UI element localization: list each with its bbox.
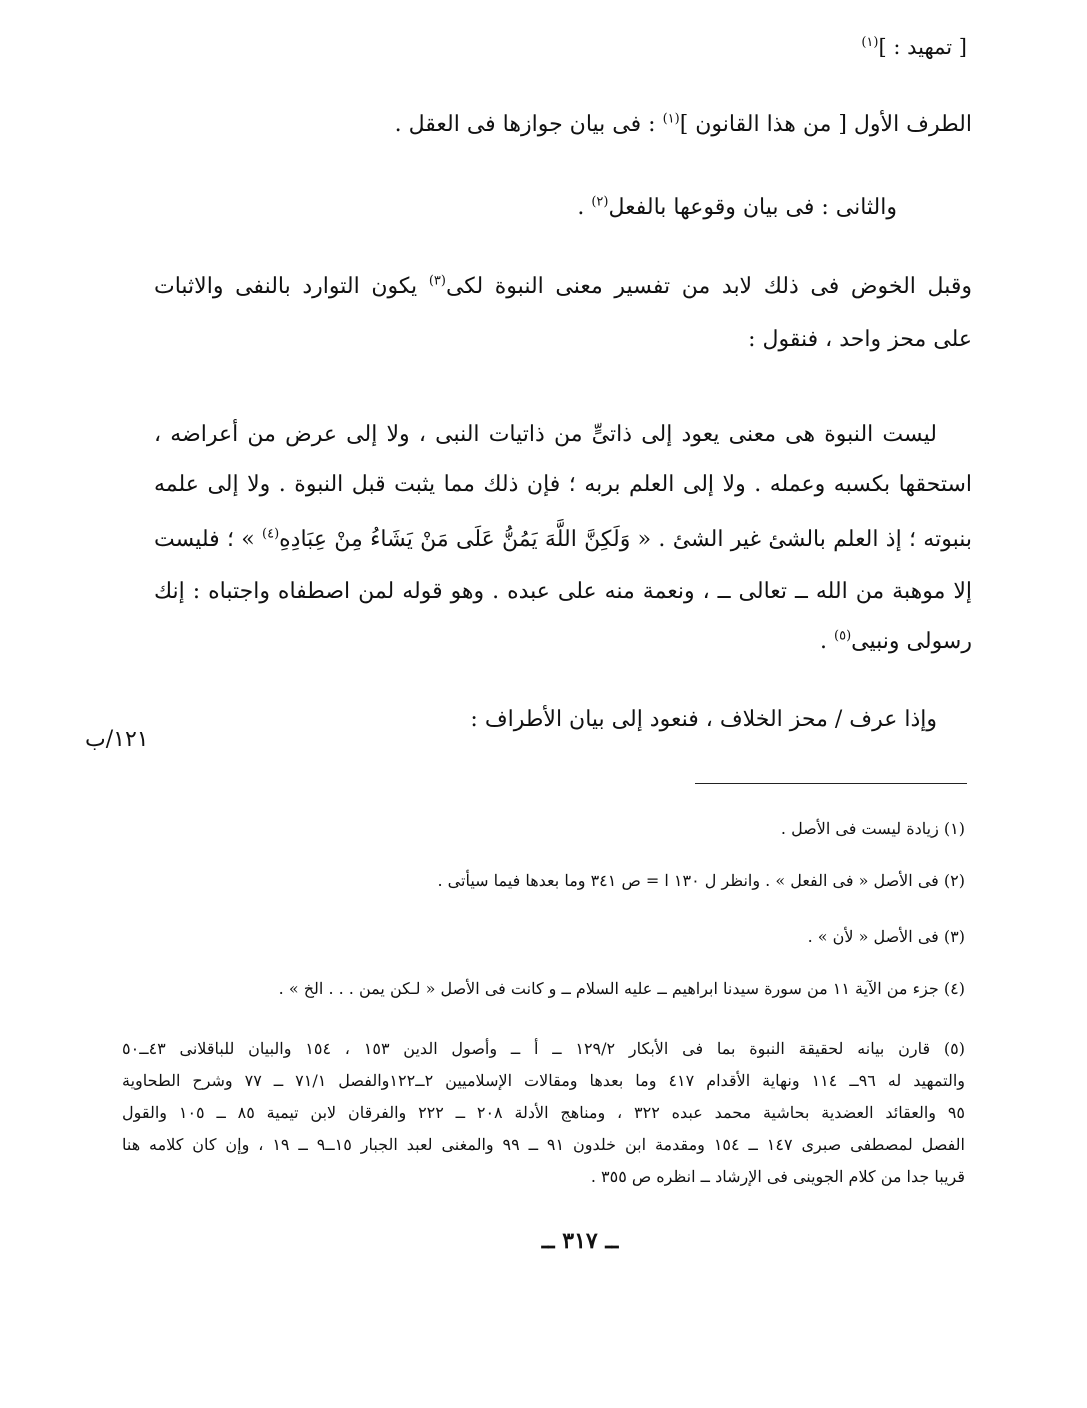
paragraph-2-line-5-a: رسولى ونبيى bbox=[851, 629, 972, 654]
paragraph-2-line-3-b: » ؛ فليست bbox=[154, 527, 263, 552]
footnote-2: (٢) فى الأصل « فى الفعل » . وانظر ل ١٣٠ ا = ص ٣٤١ وما بعدها فيما سيأتى . bbox=[437, 871, 965, 890]
footnote-5-line-4: الفصل لمصطفى صبرى ١٤٧ ــ ١٥٤ ومقدمة ابن خلدون ٩١ ــ ٩٩ والمغنى لعبد الجبار ١٥ــ٩ ــ ١٩ ، وإن كان كلامه هنا bbox=[122, 1135, 966, 1154]
footnote-5-line-1: (٥) قارن بيانه لحقيقة النبوة بما فى الأبكار ١٢٩/٢ ــ أ ــ وأصول الدين ١٥٣ ، ١٥٤ والبيان للباقلانى ٤٣ــ٥٠ bbox=[122, 1039, 966, 1058]
section-heading bbox=[861, 32, 967, 62]
page-number: ــ ٣١٧ ــ bbox=[541, 1228, 619, 1254]
footnote-ref-1: (١) bbox=[861, 35, 879, 50]
paragraph-2-line-5 bbox=[820, 627, 972, 657]
footnote-3: (٣) فى الأصل « لأن » . bbox=[807, 927, 965, 946]
intro-line-1-text: الطرف الأول [ من هذا القانون ] bbox=[679, 112, 972, 137]
paragraph-2-line-5-b: . bbox=[820, 629, 835, 654]
intro-line-2-tail: . bbox=[577, 195, 592, 220]
footnote-ref-5: (٥) bbox=[834, 628, 852, 644]
footnote-5-line-5: قريبا جدا من كلام الجوينى فى الإرشاد ــ انظره ص ٣٥٥ . bbox=[590, 1167, 965, 1186]
paragraph-2-line-3 bbox=[154, 525, 972, 555]
paragraph-2-line-3-a: بنبوته ؛ إذ العلم بالشئ غير الشئ . « وَلَكِنَّ اللَّهَ يَمُنُّ عَلَى مَنْ يَشَاءُ مِنْ عِبَادِهِ bbox=[279, 527, 972, 552]
footnote-divider bbox=[695, 783, 967, 784]
paragraph-1-line-2: على محز واحد ، فنقول : bbox=[748, 327, 972, 352]
intro-line-1-tail: : فى بيان جوازها فى العقل . bbox=[394, 112, 663, 137]
folio-margin-note: ١٢١/ب bbox=[85, 727, 149, 752]
footnote-1: (١) زيادة ليست فى الأصل . bbox=[780, 819, 965, 838]
paragraph-1-line-1 bbox=[154, 272, 972, 302]
footnote-5-line-3: ٩٥ والعقائد العضدية بحاشية محمد عبده ٣٢٢ ، ومناهج الأدلة ٢٠٨ ــ ٢٢٢ والفرقان لابن تيمية ٨٥ ــ ١٠٥ والقول bbox=[122, 1103, 965, 1122]
footnote-5-line-2: والتمهيد له ٩٦ــ ١١٤ ونهاية الأقدام ٤١٧ وما بعدها ومقالات الإسلاميين ٢ــ١٢٢والفصل ٧١/١ ــ ٧٧ وشرح الطحاوية bbox=[122, 1071, 966, 1090]
intro-line-1 bbox=[395, 110, 972, 140]
paragraph-1-line-1-a: وقبل الخوض فى ذلك لابد من تفسير معنى النبوة لكى bbox=[445, 274, 972, 299]
footnote-ref-1b: (١) bbox=[662, 111, 680, 127]
footnote-ref-4: (٤) bbox=[262, 526, 280, 542]
paragraph-3-line-1: وإذا عرف / محز الخلاف ، فنعود إلى بيان الأطراف : bbox=[470, 707, 937, 732]
paragraph-1-line-1-b: يكون التوارد بالنفى والاثبات bbox=[154, 274, 429, 299]
paragraph-2-line-1: ليست النبوة هى معنى يعود إلى ذاتىٍّ من ذاتيات النبى ، ولا إلى عرض من أعراضه ، bbox=[154, 422, 937, 447]
paragraph-2-line-4: إلا موهبة من الله ــ تعالى ــ ، ونعمة منه على عبده . وهو قوله لمن اصطفاه واجتباه : إنك bbox=[154, 579, 972, 604]
footnote-4: (٤) جزء من الآية ١١ من سورة سيدنا ابراهيم ــ عليه السلام ــ و كانت فى الأصل « لـكن يمن . . . الخ » . bbox=[278, 979, 965, 998]
intro-line-2 bbox=[577, 193, 897, 223]
section-heading-text: [ تمهيد : ] bbox=[878, 35, 967, 59]
intro-line-2-text: والثانى : فى بيان وقوعها بالفعل bbox=[608, 195, 897, 220]
footnote-ref-3: (٣) bbox=[428, 273, 446, 289]
footnote-ref-2: (٢) bbox=[591, 194, 609, 210]
paragraph-2-line-2: استحقها بكسبه وعمله . ولا إلى العلم بربه ؛ فإن ذلك مما يثبت قبل النبوة . ولا إلى علمه bbox=[154, 472, 972, 497]
